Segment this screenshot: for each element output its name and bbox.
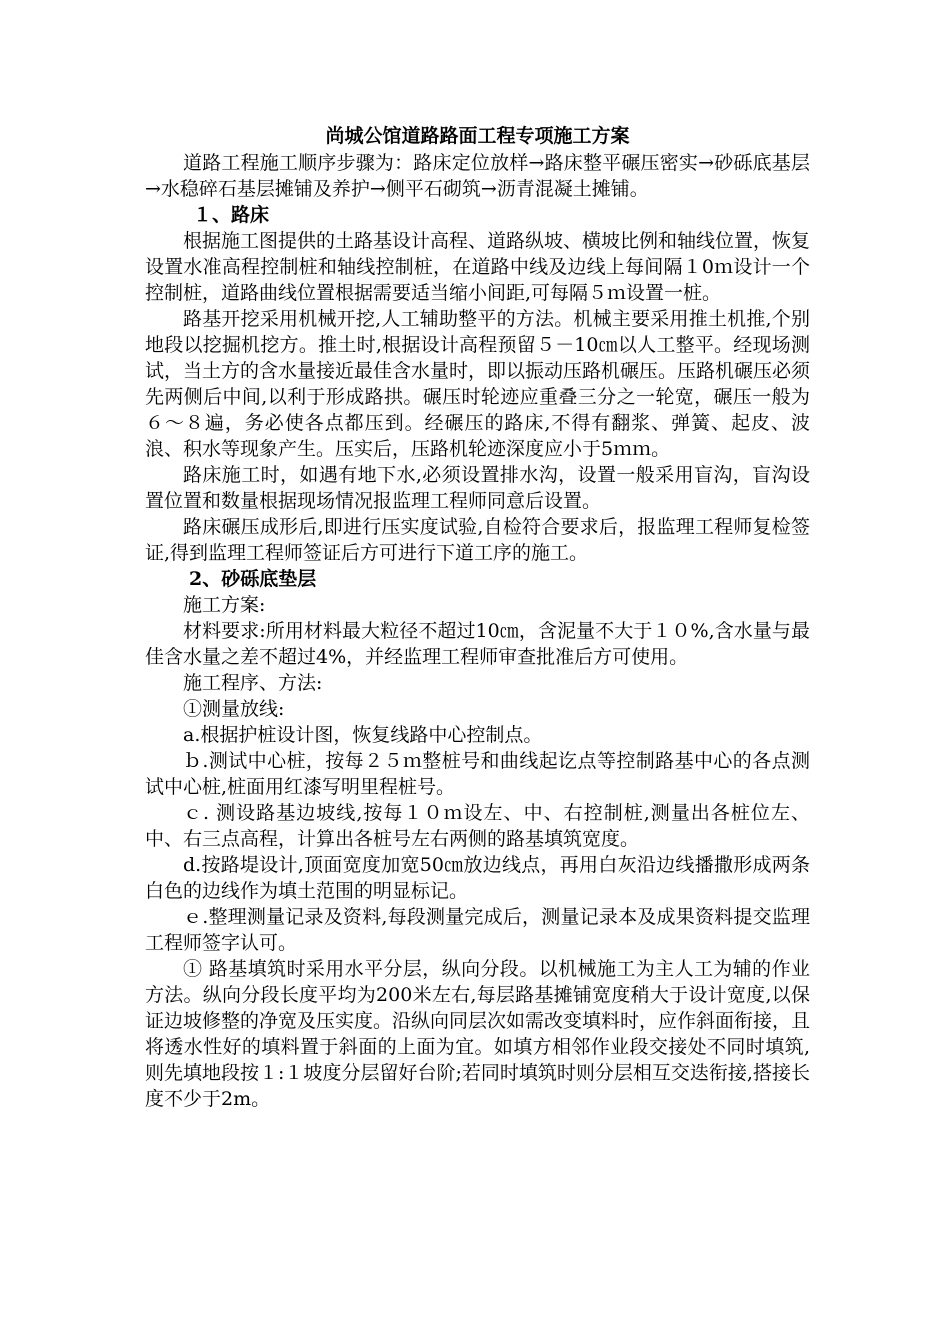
paragraph-roadbed-drainage: 路床施工时，如遇有地下水,必须设置排水沟，设置一般采用盲沟，盲沟设置位置和数量根据现场情况报监理工程师同意后设置。 <box>145 464 810 512</box>
paragraph-survey-e: ｅ.整理测量记录及资料,每段测量完成后，测量记录本及成果资料提交监理工程师签字认可。 <box>145 906 810 954</box>
paragraph-survey-b: ｂ.测试中心桩，按每２５ｍ整桩号和曲线起讫点等控制路基中心的各点测试中心桩,桩面用红漆写明里程桩号。 <box>145 750 810 798</box>
paragraph-roadbed-layout: 根据施工图提供的土路基设计高程、道路纵坡、横坡比例和轴线位置，恢复设置水准高程控制桩和轴线控制桩，在道路中线及边线上每间隔１0ｍ设计一个控制桩，道路曲线位置根据需要适当缩小间距,可每隔５ｍ设置一桩。 <box>145 230 811 304</box>
document-page <box>145 122 810 1112</box>
paragraph-construction-sequence: 道路工程施工顺序步骤为：路床定位放样→路床整平碾压密实→砂砾底基层→水稳碎石基层摊铺及养护→侧平石砌筑→沥青混凝土摊铺。 <box>145 152 810 200</box>
paragraph-survey-d: d.按路堤设计,顶面宽度加宽50㎝放边线点，再用白灰沿边线播撒形成两条白色的边线作为填土范围的明显标记。 <box>145 854 810 902</box>
paragraph-material-requirements: 材料要求:所用材料最大粒径不超过10㎝，含泥量不大于１０%,含水量与最佳含水量之差不超过4%，并经监理工程师审查批准后方可使用。 <box>145 620 810 668</box>
paragraph-construction-plan: 施工方案: <box>183 594 266 616</box>
paragraph-subgrade-filling: ① 路基填筑时采用水平分层，纵向分段。以机械施工为主人工为辅的作业方法。纵向分段长度平均为200米左右,每层路基摊铺宽度稍大于设计宽度,以保证边坡修整的净宽及压实度。沿纵向同层次如需改变填料时，应作斜面衔接，且将透水性好的填料置于斜面的上面为宜。如填方相邻作业段交接处不同时填筑,则先填地段按１:１坡度分层留好台阶;若同时填筑时则分层相互交迭衔接,搭接长度不少于2m。 <box>145 958 811 1110</box>
paragraph-procedure-heading: 施工程序、方法: <box>183 672 323 694</box>
paragraph-survey-a: a.根据护桩设计图，恢复线路中心控制点。 <box>183 724 543 746</box>
paragraph-survey-heading: ①测量放线: <box>183 698 285 720</box>
paragraph-survey-c: ｃ. 测设路基边坡线,按每１０ｍ设左、中、右控制桩,测量出各桩位左、中、右三点高程，计算出各桩号左右两侧的路基填筑宽度。 <box>145 802 810 850</box>
section-heading-gravel-subbase: 2、砂砾底垫层 <box>189 568 317 590</box>
section-heading-roadbed: １、路床 <box>193 204 270 226</box>
paragraph-roadbed-excavation: 路基开挖采用机械开挖,人工辅助整平的方法。机械主要采用推土机推,个别地段以挖掘机挖方。推土时,根据设计高程预留５－10㎝以人工整平。经现场测试，当土方的含水量接近最佳含水量时，即以振动压路机碾压。压路机碾压必须先两侧后中间,以利于形成路拱。碾压时轮迹应重叠三分之一轮宽，碾压一般为６～８遍，务必使各点都压到。经碾压的路床,不得有翻浆、弹簧、起皮、波浪、积水等现象产生。压实后，压路机轮迹深度应小于5ｍｍ。 <box>145 308 811 460</box>
document-title: 尚城公馆道路路面工程专项施工方案 <box>325 125 630 147</box>
paragraph-roadbed-compaction-test: 路床碾压成形后,即进行压实度试验,自检符合要求后，报监理工程师复检签证,得到监理工程师签证后方可进行下道工序的施工。 <box>145 516 810 564</box>
